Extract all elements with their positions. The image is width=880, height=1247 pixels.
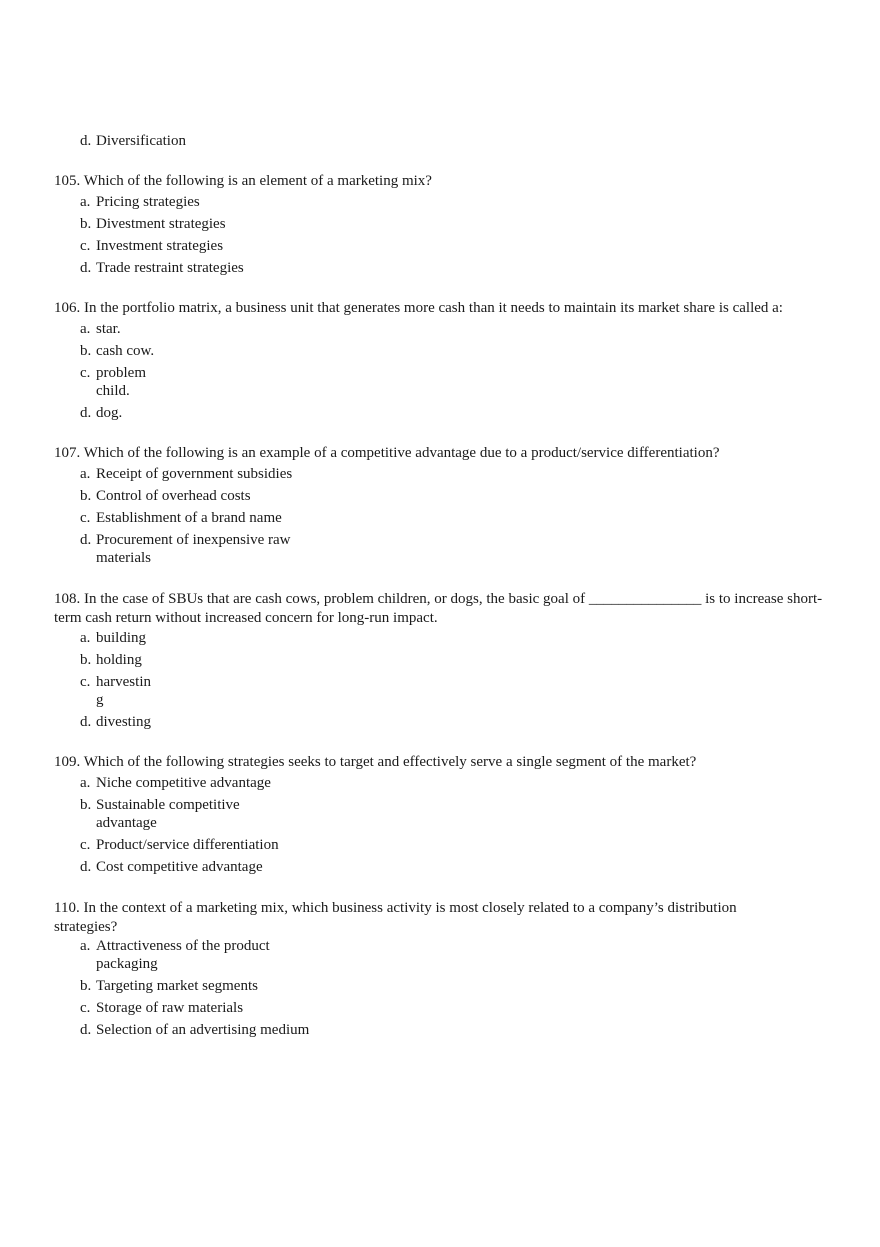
question-107 [54, 444, 844, 567]
option-text: Trade restraint strategies [96, 260, 244, 276]
option-text: Receipt of government subsidies [96, 466, 293, 482]
option-letter: c. [80, 510, 91, 526]
option-letter: d. [80, 714, 92, 730]
option-b [54, 977, 844, 995]
option-text: Targeting market segments [96, 978, 258, 994]
option-letter: b. [80, 652, 92, 668]
option-letter: a. [80, 630, 91, 646]
options-list [54, 629, 844, 731]
option-c [54, 364, 844, 400]
option-text: Pricing strategies [96, 194, 200, 210]
question-108 [54, 590, 844, 731]
option-d [54, 1021, 844, 1039]
option-text: star. [96, 321, 121, 337]
option-a [54, 937, 844, 973]
option-d [54, 858, 844, 876]
option-text: Procurement of inexpensive raw materials [96, 532, 291, 566]
option-a [54, 320, 844, 338]
option-c [54, 836, 844, 854]
option-d [54, 404, 844, 422]
option-b [54, 487, 844, 505]
option-c [54, 673, 844, 709]
option-letter: c. [80, 238, 91, 254]
option-letter: a. [80, 321, 91, 337]
option-text: Establishment of a brand name [96, 510, 282, 526]
option-text: cash cow. [96, 343, 155, 359]
options-list [54, 320, 844, 422]
option-letter: b. [80, 978, 92, 994]
option-letter: b. [80, 343, 92, 359]
options-list [54, 193, 844, 277]
option-letter: d. [80, 405, 92, 421]
option-text: divesting [96, 714, 151, 730]
option-letter: d. [80, 532, 92, 548]
question-stem: 107. Which of the following is an example of a competitive advantage due to a product/service differentiation? [54, 445, 720, 461]
option-letter: b. [80, 797, 92, 813]
options-list [54, 774, 844, 876]
option-text: Attractiveness of the product packaging [96, 938, 270, 972]
option-letter: d. [80, 133, 92, 149]
option-text: holding [96, 652, 142, 668]
option-a [54, 629, 844, 647]
option-d [54, 132, 844, 150]
option-letter: b. [80, 216, 92, 232]
option-b [54, 796, 844, 832]
option-d [54, 531, 844, 567]
option-text: Control of overhead costs [96, 488, 251, 504]
option-c [54, 999, 844, 1017]
option-text: dog. [96, 405, 123, 421]
question-110 [54, 899, 844, 1039]
option-text: problem child. [96, 365, 146, 399]
option-letter: a. [80, 194, 91, 210]
option-letter: a. [80, 466, 91, 482]
question-106 [54, 299, 844, 422]
carryover-option [54, 132, 844, 150]
option-text: Niche competitive advantage [96, 775, 271, 791]
option-letter: c. [80, 1000, 91, 1016]
option-text: Investment strategies [96, 238, 224, 254]
question-stem: 105. Which of the following is an element of a marketing mix? [54, 173, 432, 189]
option-a [54, 774, 844, 792]
option-a [54, 465, 844, 483]
options-list [54, 937, 844, 1039]
option-text: building [96, 630, 147, 646]
option-a [54, 193, 844, 211]
question-105 [54, 172, 844, 277]
option-d [54, 713, 844, 731]
option-c [54, 237, 844, 255]
option-letter: c. [80, 365, 91, 381]
option-d [54, 259, 844, 277]
option-letter: d. [80, 260, 92, 276]
option-letter: a. [80, 938, 91, 954]
option-text: Cost competitive advantage [96, 859, 263, 875]
option-letter: c. [80, 674, 91, 690]
option-letter: c. [80, 837, 91, 853]
option-text: Divestment strategies [96, 216, 226, 232]
option-text: Diversification [96, 133, 186, 149]
options-list [54, 132, 844, 150]
options-list [54, 465, 844, 567]
option-letter: b. [80, 488, 92, 504]
question-stem: 106. In the portfolio matrix, a business unit that generates more cash than it needs to maintain its market share is called a: [54, 300, 783, 316]
question-stem: 110. In the context of a marketing mix, which business activity is most closely related to a company’s distribution strategies? [54, 900, 737, 935]
option-b [54, 215, 844, 233]
option-letter: d. [80, 1022, 92, 1038]
option-c [54, 509, 844, 527]
option-text: harvesting [96, 674, 151, 708]
question-stem: 108. In the case of SBUs that are cash cows, problem children, or dogs, the basic goal of _______________ is to increase short-term cash return without increased concern for long-run impact. [54, 591, 823, 626]
question-stem: 109. Which of the following strategies seeks to target and effectively serve a single segment of the market? [54, 754, 697, 770]
option-b [54, 342, 844, 360]
option-letter: a. [80, 775, 91, 791]
option-text: Selection of an advertising medium [96, 1022, 310, 1038]
option-text: Sustainable competitive advantage [96, 797, 240, 831]
option-letter: d. [80, 859, 92, 875]
option-text: Storage of raw materials [96, 1000, 244, 1016]
option-b [54, 651, 844, 669]
question-109 [54, 753, 844, 876]
option-text: Product/service differentiation [96, 837, 279, 853]
